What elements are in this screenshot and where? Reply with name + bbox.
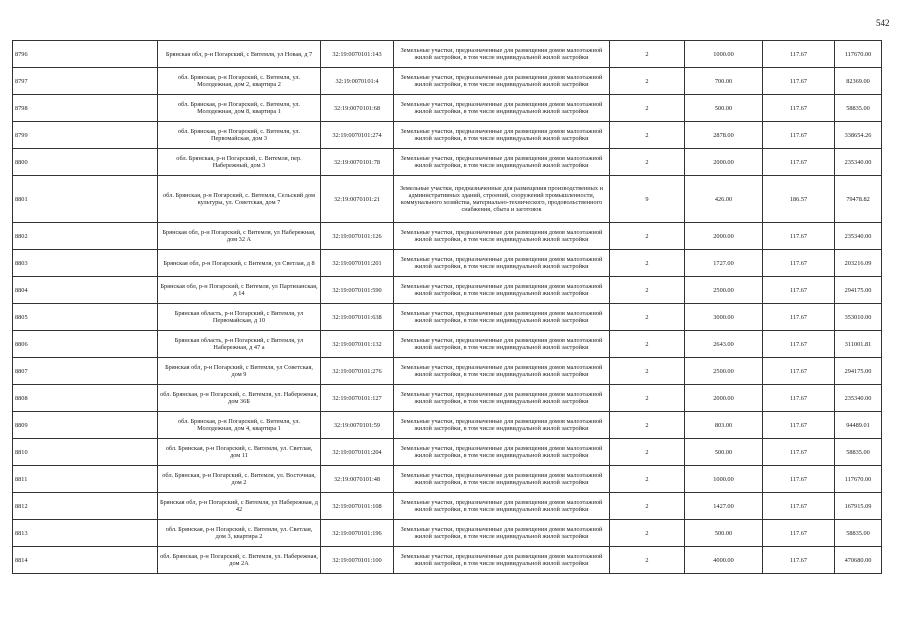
area-cell: 426.00 [685, 176, 763, 223]
category-group-cell: 2 [610, 385, 685, 412]
cadastral-number-cell: 32:19:0070101:143 [321, 41, 394, 68]
row-number-cell: 8803 [13, 250, 158, 277]
category-group-cell: 2 [610, 68, 685, 95]
cadastral-value-cell: 167915.09 [835, 493, 882, 520]
address-cell: Брянская обл, р-н Погарский, с Витемля, ул Новая, д 7 [158, 41, 321, 68]
address-cell: обл. Брянская, р-н Погарский, с. Витемля, ул. Набережная, дом 2А [158, 547, 321, 574]
specific-value-cell: 117.67 [763, 149, 835, 176]
cadastral-number-cell: 32:19:0070101:126 [321, 223, 394, 250]
specific-value-cell: 117.67 [763, 385, 835, 412]
row-number-cell: 8813 [13, 520, 158, 547]
row-number-cell: 8806 [13, 331, 158, 358]
row-number-cell: 8812 [13, 493, 158, 520]
table-row [13, 176, 882, 223]
address-cell: обл. Брянская, р-н Погарский, с. Витемля, ул. Первомайская, дом 3 [158, 122, 321, 149]
cadastral-number-cell: 32:19:0070101:196 [321, 520, 394, 547]
address-cell: Брянская обл, р-н Погарский, с Витемля, ул Советская, дом 9 [158, 358, 321, 385]
address-cell: обл. Брянская, р-н Погарский, с. Витемля, пер. Набережный, дом 3 [158, 149, 321, 176]
cadastral-value-cell: 58835.00 [835, 95, 882, 122]
table-body [13, 41, 882, 574]
category-group-cell: 2 [610, 95, 685, 122]
cadastral-value-cell: 58835.00 [835, 439, 882, 466]
specific-value-cell: 117.67 [763, 331, 835, 358]
table-row [13, 149, 882, 176]
row-number-cell: 8801 [13, 176, 158, 223]
cadastral-value-cell: 58835.00 [835, 520, 882, 547]
row-number-cell: 8798 [13, 95, 158, 122]
cadastral-value-cell: 82369.00 [835, 68, 882, 95]
permitted-use-cell: Земельные участки, предназначенные для размещения домов малоэтажной жилой застройки, в том числе индивидуальной жилой застройки [394, 331, 610, 358]
table-row [13, 412, 882, 439]
address-cell: обл. Брянская, р-н Погарский, с. Витемля, ул. Набережная, дом 36Б [158, 385, 321, 412]
row-number-cell: 8808 [13, 385, 158, 412]
address-cell: Брянская область, р-н Погарский, с Витемля, ул Первомайская, д 10 [158, 304, 321, 331]
specific-value-cell: 117.67 [763, 493, 835, 520]
cadastral-number-cell: 32:19:0070101:638 [321, 304, 394, 331]
area-cell: 2643.00 [685, 331, 763, 358]
cadastral-value-cell: 311001.81 [835, 331, 882, 358]
specific-value-cell: 117.67 [763, 277, 835, 304]
category-group-cell: 9 [610, 176, 685, 223]
permitted-use-cell: Земельные участки, предназначенные для размещения домов малоэтажной жилой застройки, в том числе индивидуальной жилой застройки [394, 439, 610, 466]
cadastral-number-cell: 32:19:0070101:4 [321, 68, 394, 95]
cadastral-value-cell: 470680.00 [835, 547, 882, 574]
row-number-cell: 8811 [13, 466, 158, 493]
permitted-use-cell: Земельные участки, предназначенные для размещения домов малоэтажной жилой застройки, в том числе индивидуальной жилой застройки [394, 385, 610, 412]
row-number-cell: 8802 [13, 223, 158, 250]
area-cell: 500.00 [685, 95, 763, 122]
table-row [13, 466, 882, 493]
row-number-cell: 8810 [13, 439, 158, 466]
cadastral-number-cell: 32:19:0070101:59 [321, 412, 394, 439]
permitted-use-cell: Земельные участки, предназначенные для размещения домов малоэтажной жилой застройки, в том числе индивидуальной жилой застройки [394, 41, 610, 68]
page-number: 542 [876, 18, 890, 28]
table-row [13, 223, 882, 250]
cadastral-number-cell: 32:19:0070101:21 [321, 176, 394, 223]
cadastral-value-cell: 338654.26 [835, 122, 882, 149]
cadastral-number-cell: 32:19:0070101:274 [321, 122, 394, 149]
table-row [13, 41, 882, 68]
category-group-cell: 2 [610, 277, 685, 304]
specific-value-cell: 117.67 [763, 95, 835, 122]
permitted-use-cell: Земельные участки, предназначенные для размещения домов малоэтажной жилой застройки, в том числе индивидуальной жилой застройки [394, 223, 610, 250]
cadastral-number-cell: 32:19:0070101:48 [321, 466, 394, 493]
cadastral-value-cell: 235340.00 [835, 385, 882, 412]
cadastral-number-cell: 32:19:0070101:590 [321, 277, 394, 304]
permitted-use-cell: Земельные участки, предназначенные для размещения домов малоэтажной жилой застройки, в том числе индивидуальной жилой застройки [394, 95, 610, 122]
cadastral-value-cell: 79478.82 [835, 176, 882, 223]
table-row [13, 331, 882, 358]
category-group-cell: 2 [610, 149, 685, 176]
cadastral-value-cell: 94489.01 [835, 412, 882, 439]
table-row [13, 493, 882, 520]
area-cell: 2000.00 [685, 223, 763, 250]
category-group-cell: 2 [610, 466, 685, 493]
table-row [13, 250, 882, 277]
address-cell: обл. Брянская, р-н Погарский, с. Витемля, ул. Молодежная, дом 8, квартира 1 [158, 95, 321, 122]
area-cell: 4000.00 [685, 547, 763, 574]
table-row [13, 122, 882, 149]
table-row [13, 547, 882, 574]
permitted-use-cell: Земельные участки, предназначенные для размещения домов малоэтажной жилой застройки, в том числе индивидуальной жилой застройки [394, 520, 610, 547]
area-cell: 2878.00 [685, 122, 763, 149]
cadastral-number-cell: 32:19:0070101:132 [321, 331, 394, 358]
category-group-cell: 2 [610, 250, 685, 277]
cadastral-value-cell: 203216.09 [835, 250, 882, 277]
row-number-cell: 8807 [13, 358, 158, 385]
cadastral-value-cell: 353010.00 [835, 304, 882, 331]
address-cell: Брянская обл, р-н Погарский, с Витемля, ул Партизанская, д 14 [158, 277, 321, 304]
specific-value-cell: 186.57 [763, 176, 835, 223]
area-cell: 1000.00 [685, 466, 763, 493]
address-cell: обл. Брянская, р-н Погарский, с. Витемля, ул. Молодежная, дом 2, квартира 2 [158, 68, 321, 95]
row-number-cell: 8799 [13, 122, 158, 149]
category-group-cell: 2 [610, 439, 685, 466]
category-group-cell: 2 [610, 358, 685, 385]
cadastral-number-cell: 32:19:0070101:204 [321, 439, 394, 466]
table-row [13, 358, 882, 385]
specific-value-cell: 117.67 [763, 41, 835, 68]
specific-value-cell: 117.67 [763, 122, 835, 149]
specific-value-cell: 117.67 [763, 68, 835, 95]
category-group-cell: 2 [610, 122, 685, 149]
address-cell: Брянская обл, р-н Погарский, с Витемля, ул Набережная, д 42 [158, 493, 321, 520]
cadastral-value-cell: 117670.00 [835, 41, 882, 68]
cadastral-value-cell: 294175.00 [835, 277, 882, 304]
row-number-cell: 8805 [13, 304, 158, 331]
specific-value-cell: 117.67 [763, 250, 835, 277]
area-cell: 2000.00 [685, 149, 763, 176]
category-group-cell: 2 [610, 223, 685, 250]
permitted-use-cell: Земельные участки, предназначенные для размещения домов малоэтажной жилой застройки, в том числе индивидуальной жилой застройки [394, 149, 610, 176]
specific-value-cell: 117.67 [763, 439, 835, 466]
cadastral-value-cell: 235340.00 [835, 149, 882, 176]
permitted-use-cell: Земельные участки, предназначенные для размещения домов малоэтажной жилой застройки, в том числе индивидуальной жилой застройки [394, 304, 610, 331]
specific-value-cell: 117.67 [763, 223, 835, 250]
area-cell: 500.00 [685, 520, 763, 547]
address-cell: обл. Брянская, р-н Погарский, с. Витемля, ул. Молодежная, дом 4, квартира 1 [158, 412, 321, 439]
address-cell: обл. Брянская, р-н Погарский, с. Витемля, ул. Восточная, дом 2 [158, 466, 321, 493]
area-cell: 1727.00 [685, 250, 763, 277]
cadastral-number-cell: 32:19:0070101:100 [321, 547, 394, 574]
area-cell: 2000.00 [685, 385, 763, 412]
cadastral-value-cell: 117670.00 [835, 466, 882, 493]
row-number-cell: 8797 [13, 68, 158, 95]
cadastral-number-cell: 32:19:0070101:201 [321, 250, 394, 277]
area-cell: 3000.00 [685, 304, 763, 331]
row-number-cell: 8796 [13, 41, 158, 68]
area-cell: 1427.00 [685, 493, 763, 520]
table-row [13, 277, 882, 304]
permitted-use-cell: Земельные участки, предназначенные для размещения домов малоэтажной жилой застройки, в том числе индивидуальной жилой застройки [394, 68, 610, 95]
area-cell: 2500.00 [685, 277, 763, 304]
area-cell: 500.00 [685, 439, 763, 466]
address-cell: Брянская обл, р-н Погарский, с Витемля, ул Набережная, дом 32 А [158, 223, 321, 250]
area-cell: 803.00 [685, 412, 763, 439]
specific-value-cell: 117.67 [763, 412, 835, 439]
permitted-use-cell: Земельные участки, предназначенные для размещения домов малоэтажной жилой застройки, в том числе индивидуальной жилой застройки [394, 466, 610, 493]
cadastral-number-cell: 32:19:0070101:276 [321, 358, 394, 385]
permitted-use-cell: Земельные участки, предназначенные для размещения домов малоэтажной жилой застройки, в том числе индивидуальной жилой застройки [394, 277, 610, 304]
specific-value-cell: 117.67 [763, 466, 835, 493]
row-number-cell: 8809 [13, 412, 158, 439]
table-row [13, 304, 882, 331]
address-cell: обл. Брянская, р-н Погарский, с. Витемля, Сельский дом культуры, ул. Советская, дом 7 [158, 176, 321, 223]
row-number-cell: 8814 [13, 547, 158, 574]
table-row [13, 385, 882, 412]
cadastral-number-cell: 32:19:0070101:127 [321, 385, 394, 412]
area-cell: 2500.00 [685, 358, 763, 385]
table-row [13, 520, 882, 547]
category-group-cell: 2 [610, 304, 685, 331]
address-cell: обл. Брянская, р-н Погарский, с. Витемля, ул. Светлая, дом 11 [158, 439, 321, 466]
permitted-use-cell: Земельные участки, предназначенные для размещения производственных и административных зданий, строений, сооружений промышленности, коммунального хозяйства, материально-технического, продовольственного снабжения, сбыта и заготовок [394, 176, 610, 223]
category-group-cell: 2 [610, 520, 685, 547]
area-cell: 1000.00 [685, 41, 763, 68]
permitted-use-cell: Земельные участки, предназначенные для размещения домов малоэтажной жилой застройки, в том числе индивидуальной жилой застройки [394, 412, 610, 439]
address-cell: обл. Брянская, р-н Погарский, с. Витемля, ул. Светлая, дом 3, квартира 2 [158, 520, 321, 547]
table-row [13, 95, 882, 122]
specific-value-cell: 117.67 [763, 304, 835, 331]
category-group-cell: 2 [610, 412, 685, 439]
cadastral-value-cell: 294175.00 [835, 358, 882, 385]
category-group-cell: 2 [610, 41, 685, 68]
land-registry-table [12, 40, 882, 574]
row-number-cell: 8800 [13, 149, 158, 176]
specific-value-cell: 117.67 [763, 520, 835, 547]
permitted-use-cell: Земельные участки, предназначенные для размещения домов малоэтажной жилой застройки, в том числе индивидуальной жилой застройки [394, 122, 610, 149]
permitted-use-cell: Земельные участки, предназначенные для размещения домов малоэтажной жилой застройки, в том числе индивидуальной жилой застройки [394, 250, 610, 277]
cadastral-number-cell: 32:19:0070101:108 [321, 493, 394, 520]
category-group-cell: 2 [610, 493, 685, 520]
table-row [13, 68, 882, 95]
specific-value-cell: 117.67 [763, 358, 835, 385]
permitted-use-cell: Земельные участки, предназначенные для размещения домов малоэтажной жилой застройки, в том числе индивидуальной жилой застройки [394, 547, 610, 574]
category-group-cell: 2 [610, 547, 685, 574]
permitted-use-cell: Земельные участки, предназначенные для размещения домов малоэтажной жилой застройки, в том числе индивидуальной жилой застройки [394, 493, 610, 520]
specific-value-cell: 117.67 [763, 547, 835, 574]
cadastral-value-cell: 235340.00 [835, 223, 882, 250]
cadastral-number-cell: 32:19:0070101:68 [321, 95, 394, 122]
row-number-cell: 8804 [13, 277, 158, 304]
table-row [13, 439, 882, 466]
permitted-use-cell: Земельные участки, предназначенные для размещения домов малоэтажной жилой застройки, в том числе индивидуальной жилой застройки [394, 358, 610, 385]
cadastral-number-cell: 32:19:0070101:78 [321, 149, 394, 176]
area-cell: 700.00 [685, 68, 763, 95]
address-cell: Брянская обл, р-н Погарский, с Витемля, ул Светлая, д 8 [158, 250, 321, 277]
address-cell: Брянская область, р-н Погарский, с Витемля, ул Набережная, д 47 а [158, 331, 321, 358]
category-group-cell: 2 [610, 331, 685, 358]
